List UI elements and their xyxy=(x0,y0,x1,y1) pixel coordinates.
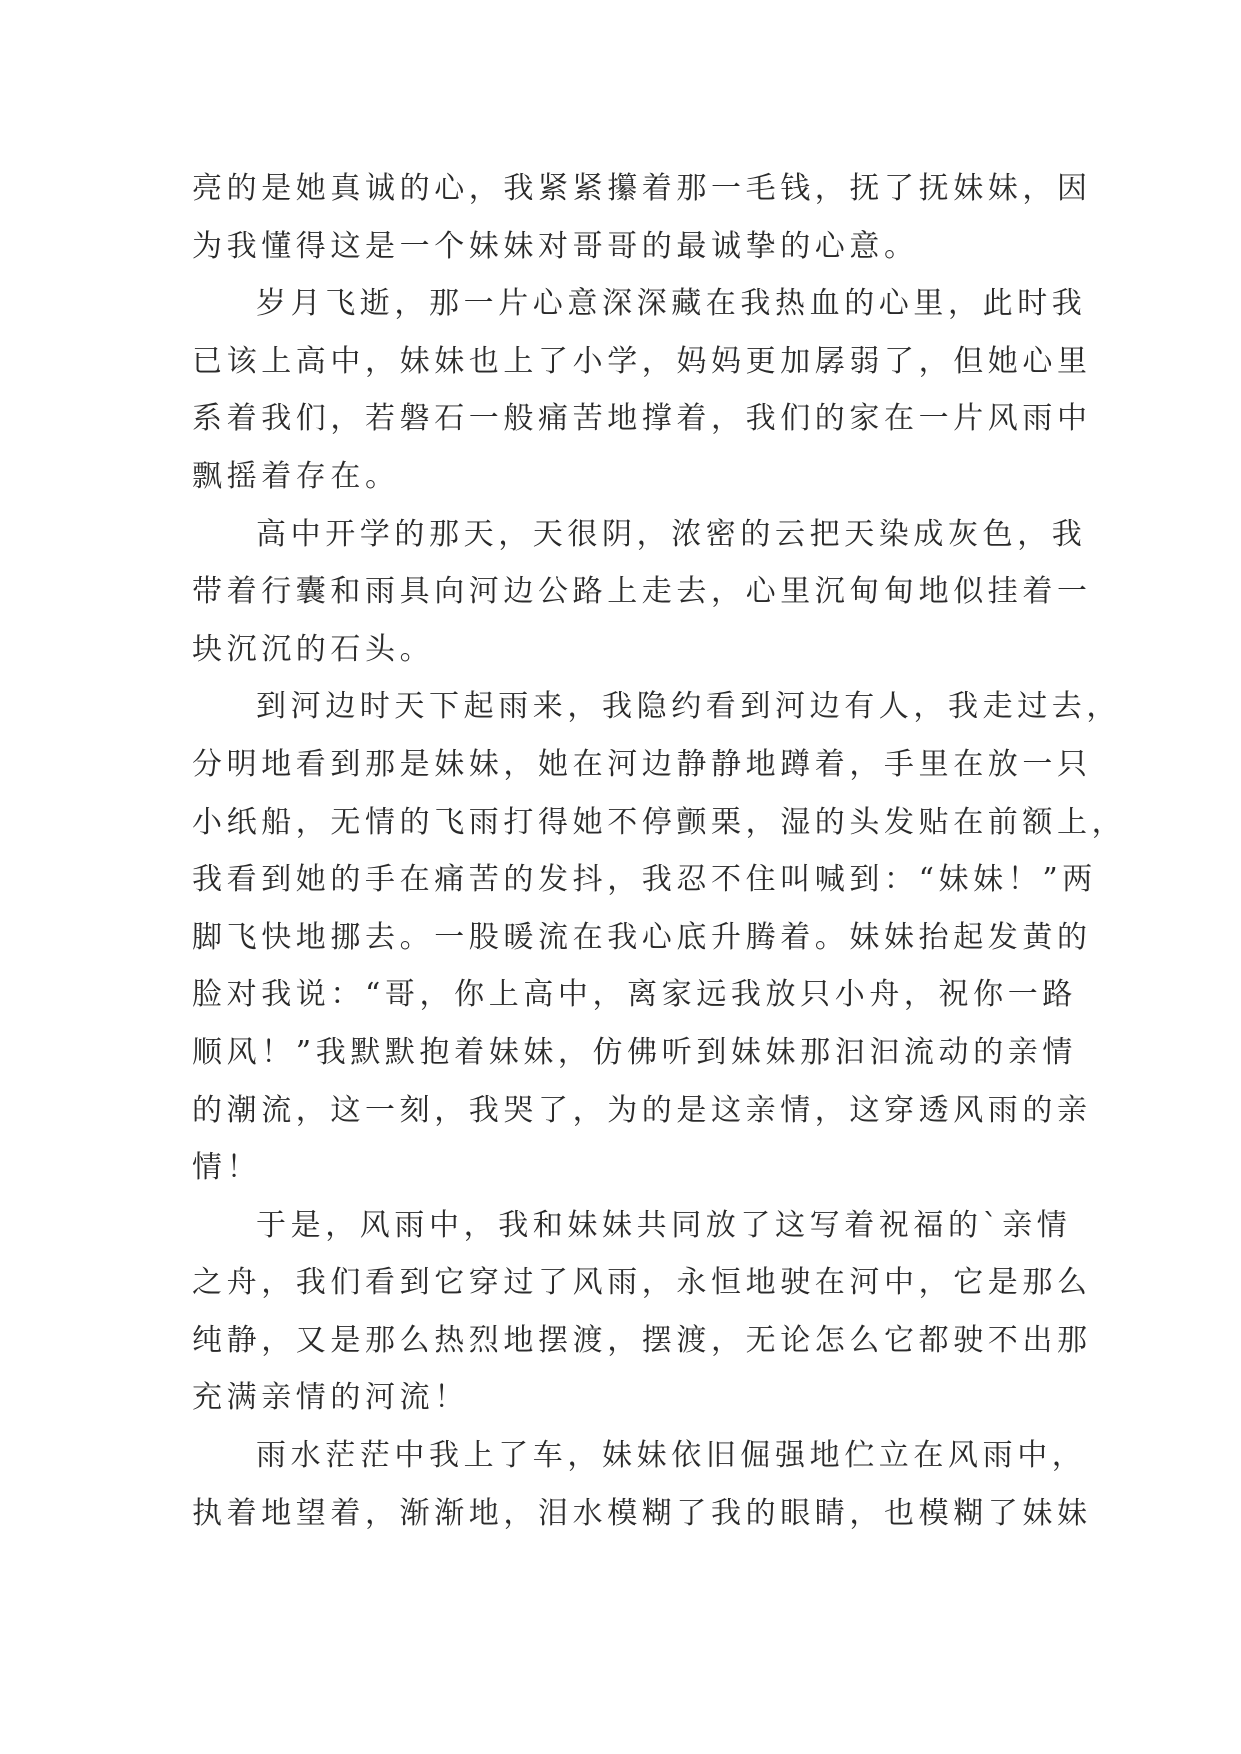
text-line: 脸对我说：“哥，你上高中，离家远我放只小舟，祝你一路 xyxy=(192,977,1077,1013)
paragraph-first-line: 岁月飞逝，那一片心意深深藏在我热血的心里，此时我 xyxy=(256,286,1087,322)
paragraph-first-line: 高中开学的那天，天很阴，浓密的云把天染成灰色，我 xyxy=(256,516,1087,552)
text-line: 顺风！”我默默抱着妹妹，仿佛听到妹妹那汩汩流动的亲情 xyxy=(192,1034,1077,1070)
text-line: 飘摇着存在。 xyxy=(192,458,400,494)
paragraph-first-line: 于是，风雨中，我和妹妹共同放了这写着祝福的`亲情 xyxy=(256,1207,1072,1243)
text-line: 带着行囊和雨具向河边公路上走去，心里沉甸甸地似挂着一 xyxy=(192,574,1092,610)
text-line: 已该上高中，妹妹也上了小学，妈妈更加孱弱了，但她心里 xyxy=(192,343,1092,379)
text-line: 亮的是她真诚的心，我紧紧攥着那一毛钱，抚了抚妹妹，因 xyxy=(192,171,1092,206)
text-line: 充满亲情的河流！ xyxy=(192,1380,469,1416)
text-line: 为我懂得这是一个妹妹对哥哥的最诚挚的心意。 xyxy=(192,228,919,264)
text-line: 纯静，又是那么热烈地摆渡，摆渡，无论怎么它都驶不出那 xyxy=(192,1322,1092,1358)
paragraph-first-line: 到河边时天下起雨来，我隐约看到河边有人，我走过去， xyxy=(256,689,1121,725)
text-line: 之舟，我们看到它穿过了风雨，永恒地驶在河中，它是那么 xyxy=(192,1265,1092,1301)
text-line: 系着我们，若磐石一般痛苦地撑着，我们的家在一片风雨中 xyxy=(192,401,1092,437)
text-line: 脚飞快地挪去。一股暖流在我心底升腾着。妹妹抬起发黄的 xyxy=(192,919,1092,955)
text-line: 分明地看到那是妹妹，她在河边静静地蹲着，手里在放一只 xyxy=(192,746,1092,782)
text-line: 我看到她的手在痛苦的发抖，我忍不住叫喊到：“妹妹！”两 xyxy=(192,862,1097,898)
text-line: 情！ xyxy=(192,1150,262,1186)
text-line: 的潮流，这一刻，我哭了，为的是这亲情，这穿透风雨的亲 xyxy=(192,1092,1092,1128)
text-line: 小纸船，无情的飞雨打得她不停颤栗，湿的头发贴在前额上， xyxy=(192,804,1127,840)
text-line: 块沉沉的石头。 xyxy=(192,631,435,667)
paragraph-first-line: 雨水茫茫中我上了车，妹妹依旧倔强地伫立在风雨中， xyxy=(256,1438,1087,1474)
text-line: 执着地望着，渐渐地，泪水模糊了我的眼睛，也模糊了妹妹 xyxy=(192,1495,1092,1531)
article-body xyxy=(192,160,1127,1542)
